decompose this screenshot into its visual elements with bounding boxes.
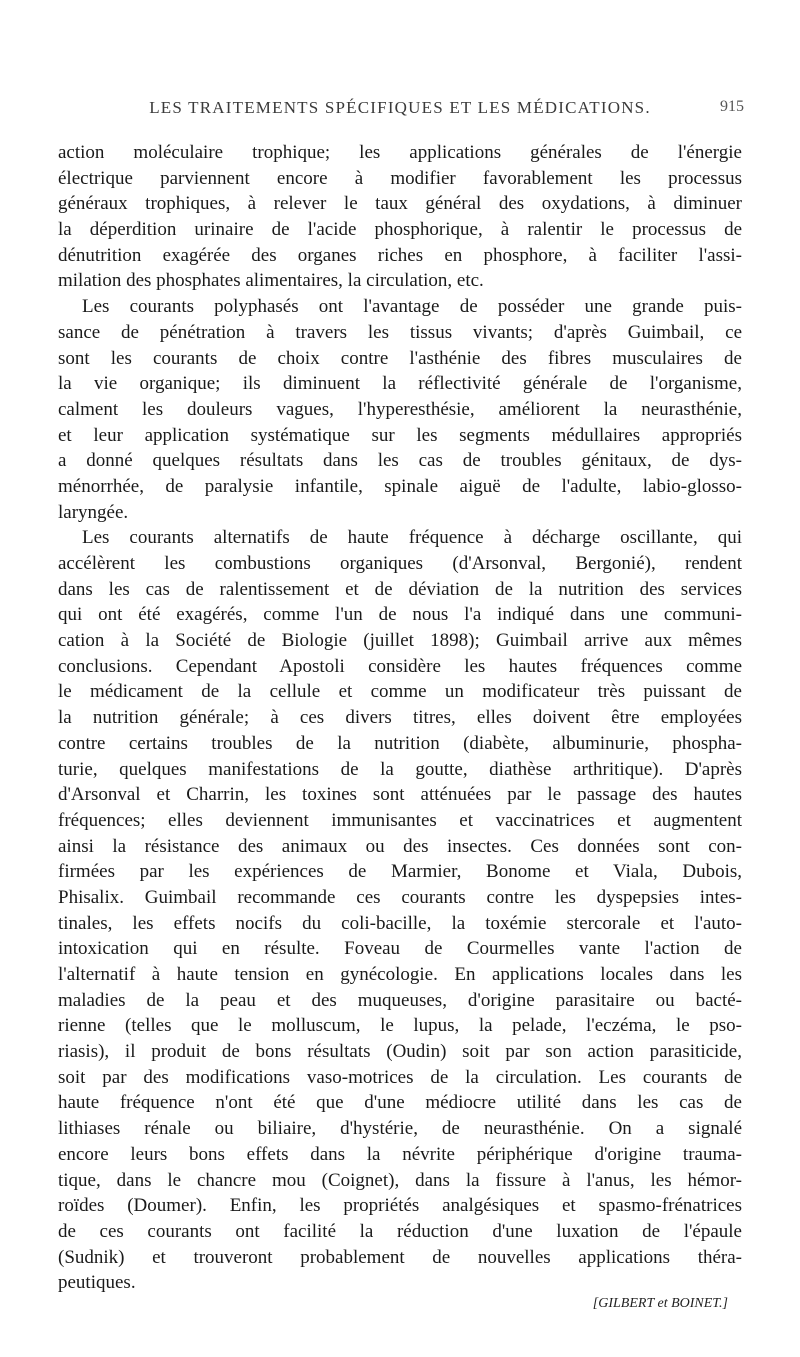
body-text xyxy=(58,140,742,1296)
text-line: dans les cas de ralentissement et de déviation de la nutrition des services xyxy=(58,578,742,600)
text-line: laryngée. xyxy=(58,501,129,523)
text-line: calment les douleurs vagues, l'hyperesthésie, améliorent la neurasthénie, xyxy=(58,398,742,420)
text-line: tinales, les effets nocifs du coli-bacille, la toxémie stercorale et l'auto- xyxy=(58,912,742,934)
text-line: Phisalix. Guimbail recommande ces courants contre les dyspepsies intes- xyxy=(58,886,742,908)
text-line: ménorrhée, de paralysie infantile, spinale aiguë de l'adulte, labio-glosso- xyxy=(58,475,742,497)
text-line: firmées par les expériences de Marmier, Bonome et Viala, Dubois, xyxy=(58,861,742,883)
text-line: conclusions. Cependant Apostoli considère les hautes fréquences comme xyxy=(58,655,742,677)
text-line: encore leurs bons effets dans la névrite périphérique d'origine trauma- xyxy=(58,1143,742,1165)
text-line: Les courants alternatifs de haute fréquence à décharge oscillante, qui xyxy=(82,527,742,549)
text-line: l'alternatif à haute tension en gynécologie. En applications locales dans les xyxy=(58,964,742,985)
text-line: Les courants polyphasés ont l'avantage de posséder une grande puis- xyxy=(82,296,742,318)
text-line: (Sudnik) et trouveront probablement de nouvelles applications théra- xyxy=(58,1246,742,1268)
text-line: de ces courants ont facilité la réduction d'une luxation de l'épaule xyxy=(58,1220,742,1242)
author-signature: [GILBERT et BOINET.] xyxy=(592,1296,728,1311)
text-line: sont les courants de choix contre l'asthénie des fibres musculaires de xyxy=(58,347,742,369)
text-line: sance de pénétration à travers les tissus vivants; d'après Guimbail, ce xyxy=(58,321,742,343)
text-line: tique, dans le chancre mou (Coignet), dans la fissure à l'anus, les hémor- xyxy=(58,1169,742,1191)
running-head xyxy=(0,98,800,122)
running-title: LES TRAITEMENTS SPÉCIFIQUES ET LES MÉDICATIONS. xyxy=(149,98,651,117)
text-line: et leur application systématique sur les segments médullaires appropriés xyxy=(58,424,742,446)
text-line: soit par des modifications vaso-motrices de la circulation. Les courants de xyxy=(58,1066,742,1088)
text-line: le médicament de la cellule et comme un modificateur très puissant de xyxy=(58,681,742,703)
text-line: riasis), il produit de bons résultats (Oudin) soit par son action parasiticide, xyxy=(58,1041,742,1063)
text-line: généraux trophiques, à relever le taux général des oxydations, à diminuer xyxy=(58,193,742,215)
text-line: turie, quelques manifestations de la goutte, diathèse arthritique). D'après xyxy=(58,758,742,780)
text-line: fréquences; elles deviennent immunisantes et vaccinatrices et augmentent xyxy=(58,809,742,831)
text-line: action moléculaire trophique; les applications générales de l'énergie xyxy=(58,142,742,163)
text-line: la vie organique; ils diminuent la réflectivité générale de l'organisme, xyxy=(58,373,742,395)
page-number: 915 xyxy=(720,98,744,115)
text-line: accélèrent les combustions organiques (d'Arsonval, Bergonié), rendent xyxy=(58,553,742,574)
text-line: roïdes (Doumer). Enfin, les propriétés analgésiques et spasmo-frénatrices xyxy=(58,1195,742,1217)
text-line: lithiases rénale ou biliaire, d'hystérie, de neurasthénie. On a signalé xyxy=(58,1118,742,1140)
text-line: rienne (telles que le molluscum, le lupus, la pelade, l'eczéma, le pso- xyxy=(58,1015,742,1037)
text-line: milation des phosphates alimentaires, la circulation, etc. xyxy=(58,270,484,292)
text-line: intoxication qui en résulte. Foveau de Courmelles vante l'action de xyxy=(58,938,742,960)
text-line: contre certains troubles de la nutrition (diabète, albuminurie, phospha- xyxy=(58,732,742,754)
text-line: qui ont été exagérés, comme l'un de nous l'a indiqué dans une communi- xyxy=(58,604,742,626)
text-line: d'Arsonval et Charrin, les toxines sont atténuées par le passage des hautes xyxy=(58,784,742,806)
text-line: peutiques. xyxy=(58,1272,136,1294)
text-line: la nutrition générale; à ces divers titres, elles doivent être employées xyxy=(58,707,742,729)
text-line: la déperdition urinaire de l'acide phosphorique, à ralentir le processus de xyxy=(58,219,742,241)
text-line: ainsi la résistance des animaux ou des insectes. Ces données sont con- xyxy=(58,835,742,857)
text-line: maladies de la peau et des muqueuses, d'origine parasitaire ou bacté- xyxy=(58,989,742,1011)
text-line: dénutrition exagérée des organes riches en phosphore, à faciliter l'assi- xyxy=(58,244,742,266)
text-line: cation à la Société de Biologie (juillet 1898); Guimbail arrive aux mêmes xyxy=(58,630,742,652)
text-line: électrique parviennent encore à modifier favorablement les processus xyxy=(58,167,742,189)
text-line: haute fréquence n'ont été que d'une médiocre utilité dans les cas de xyxy=(58,1092,742,1114)
text-line: a donné quelques résultats dans les cas de troubles génitaux, de dys- xyxy=(58,450,742,472)
